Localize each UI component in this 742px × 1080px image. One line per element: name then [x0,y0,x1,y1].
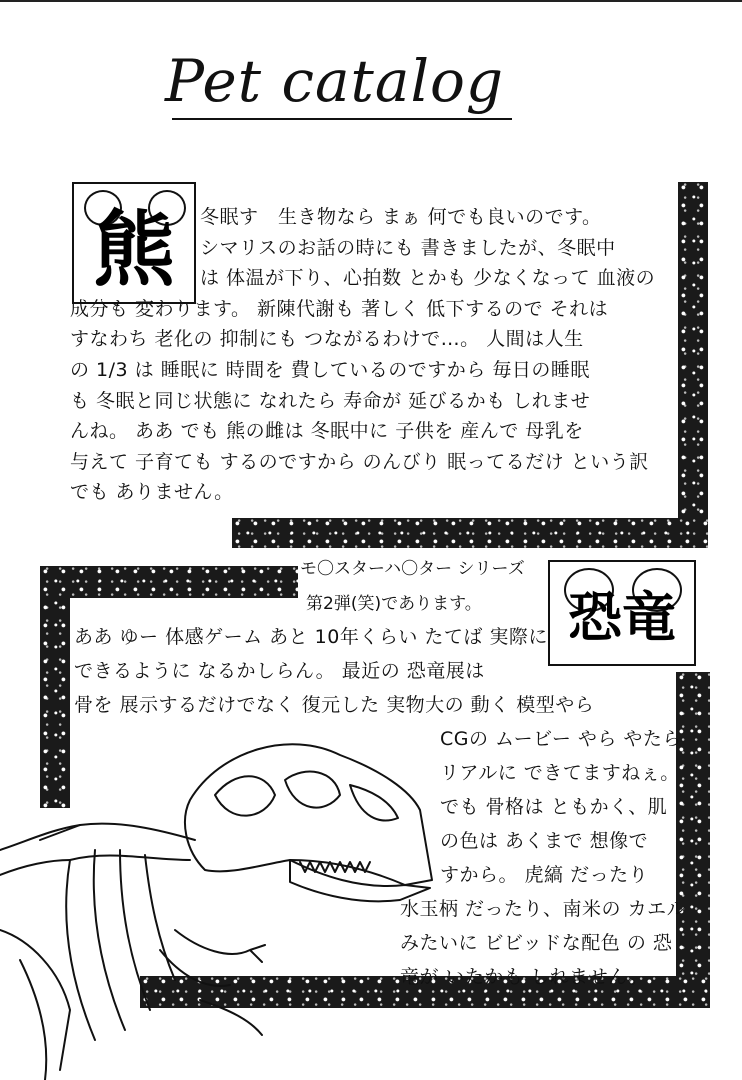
dino-line: でも 骨格は ともかく、肌 [440,796,668,818]
bear-kanji: 熊 [92,201,175,298]
skull-opening [285,772,340,808]
dino-line: ああ ゆー 体感ゲーム あと 10年くらい たてば 実際に [74,626,548,648]
leg-bone [20,960,46,1080]
dinosaur-skeleton-illustration [0,700,470,1080]
spine [0,860,70,875]
bear-star-border-bottom [232,518,708,548]
neck-vertebrae [70,856,190,860]
bear-line: は 体温が下り、心拍数 とかも 少なくなって 血液の [200,267,656,290]
dino-series-line: モ〇スターハ〇ター シリーズ [300,559,525,579]
bear-line: でも ありません。 [70,481,234,504]
bear-star-border-right [678,182,708,522]
hip [0,930,70,1070]
skull-opening [350,785,398,820]
bear-line: も 冬眠と同じ状態に なれたら 寿命が 延びるかも しれませ [70,389,591,412]
bear-line: 与えて 子育ても するのですから のんびり 眠ってるだけ という訳 [70,450,649,473]
arm-bone [175,930,265,962]
title-underline [172,118,512,120]
dino-series [300,558,525,616]
dino-line: 骨を 展示するだけでなく 復元した 実物大の 動く 模型やら [74,694,595,716]
dino-kanji: 恐竜 [568,584,676,649]
ground-claw [200,1000,262,1035]
dino-line: CGの ムービー やら やたら [440,728,682,750]
neck-vertebrae [40,824,195,840]
ribs [120,850,150,1010]
skull-opening [215,776,275,815]
dino-line: リアルに できてますねぇ。 [440,762,680,784]
dino-line: すから。 虎縞 だったり [440,864,649,886]
dino-star-border-top [40,566,298,598]
dino-line: できるように なるかしらん。 最近の 恐竜展は [74,660,485,682]
bear-line: んね。 ああ でも 熊の雌は 冬眠中に 子供を 産んで 母乳を [70,420,584,443]
dino-kanji-box [548,560,696,666]
top-border [0,0,742,2]
bear-line: 成分も 変わります。 新陳代謝も 著しく 低下するので それは [70,297,609,320]
bear-line: シマリスのお話の時にも 書きましたが、冬眠中 [200,236,616,259]
dino-series-line: 第2弾(笑)であります。 [306,594,482,614]
bear-line: 冬眠す 生き物なら まぁ 何でも良いのです。 [200,206,602,228]
page-title: Pet catalog [165,47,505,115]
dino-line: の色は あくまで 想像で [440,830,649,852]
dino-line: 水玉柄 だったり、南米の カエル みたいに ビビッドな配色 の 恐竜が いたかも しれません。 [400,898,687,988]
bear-line: の 1/3 は 睡眠に 時間を 費しているのですから 毎日の睡眠 [70,358,590,381]
bear-line: すなわち 老化の 抑制にも つながるわけで…。 人間は人生 [70,328,584,351]
